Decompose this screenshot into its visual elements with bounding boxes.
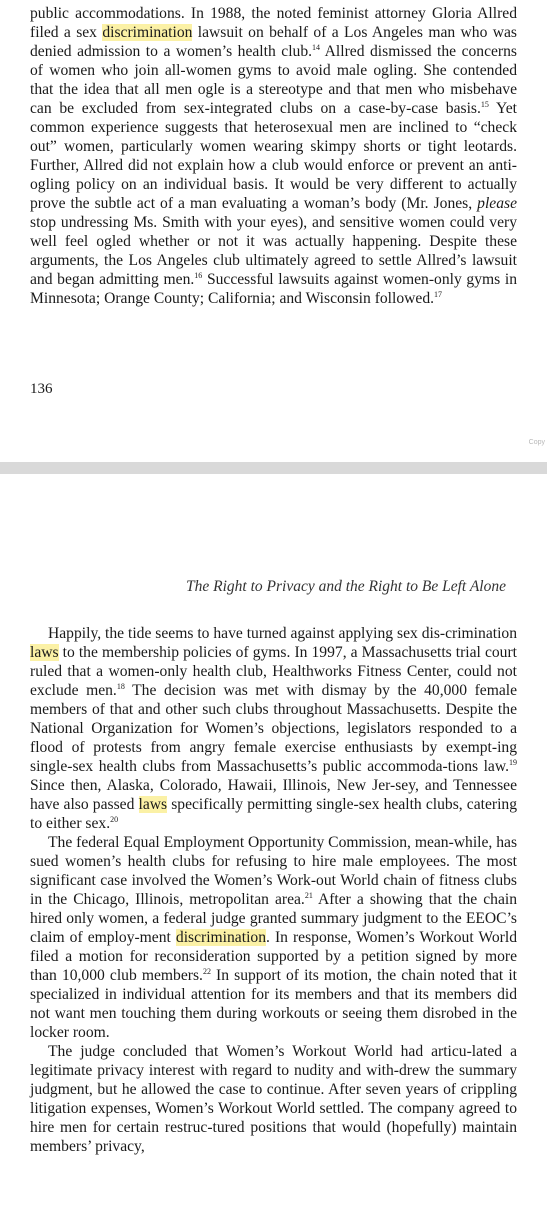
- text-column: [30, 4, 517, 308]
- footnote-ref[interactable]: 16: [194, 271, 203, 280]
- footnote-ref[interactable]: 18: [116, 682, 125, 691]
- page-number: 136: [30, 381, 53, 397]
- running-head: The Right to Privacy and the Right to Be Left Alone: [186, 578, 506, 595]
- page-bottom: [0, 474, 547, 1219]
- search-highlight[interactable]: laws: [30, 644, 59, 661]
- search-highlight[interactable]: discrimination: [175, 929, 266, 946]
- copy-label[interactable]: Copy: [528, 439, 545, 446]
- footnote-ref[interactable]: 21: [304, 891, 313, 900]
- footnote-ref[interactable]: 17: [434, 290, 443, 299]
- body-paragraph: public accommodations. In 1988, the noted feminist attorney Gloria Allred filed a sex discrimination lawsuit on behalf of a Los Angeles man who was denied admission to a women’s health club.$^{14}$ Allred dismissed the concerns of women who join all-women gyms to avoid male ogling. She contended that the idea that all men ogle is a stereotype and that men who misbehave can be excluded from sex-integrated clubs on a case-by-case basis.$^{15}$ Yet common experience suggests that heterosexual men are inclined to “check out” women, particularly women wearing skimpy shorts or tight leotards. Further, Allred did not explain how a club would enforce or prevent an anti-ogling policy on an individual basis. It would be very different to actually prove the subtle act of a man evaluating a woman’s body (Mr. Jones, please stop undressing Ms. Smith with your eyes), and sensitive women could very well feel ogled whether or not it was actually happening. Despite these arguments, the Los Angeles club ultimately agreed to settle Allred’s lawsuit and began admitting men.$^{16}$ Successful lawsuits against women-only gyms in Minnesota; Orange County; California; and Wisconsin followed.$^{17}$: [30, 5, 518, 307]
- page-top: [0, 0, 547, 462]
- search-highlight[interactable]: laws: [138, 796, 168, 813]
- footnote-ref[interactable]: 14: [312, 43, 321, 52]
- search-highlight[interactable]: discrimination: [102, 24, 193, 41]
- body-paragraph: The judge concluded that Women’s Workout World had articu-lated a legitimate privacy interest with regard to nudity and with-drew the summary judgment, but he allowed the case to continue. After seven years of crippling litigation expenses, Women’s Workout World settled. The company agreed to hire men for certain restruc-tured positions that would (hopefully) maintain members’ privacy,: [30, 1043, 517, 1155]
- text-column: [30, 624, 517, 1156]
- footnote-ref[interactable]: 20: [110, 815, 119, 824]
- footnote-ref[interactable]: 22: [202, 967, 211, 976]
- footnote-ref[interactable]: 15: [480, 100, 489, 109]
- body-paragraph: The federal Equal Employment Opportunity Commission, mean-while, has sued women’s health clubs for refusing to hire male employees. The most significant case involved the Women’s Work-out World chain of fitness clubs in the Chicago, Illinois, metropolitan area.$^{21}$ After a showing that the chain hired only women, a federal judge granted summary judgment to the EEOC’s claim of employ-ment discrimination. In response, Women’s Workout World filed a motion for reconsideration supported by a petition signed by more than 10,000 club members.$^{22}$ In support of its motion, the chain noted that it specialized in individual attention for its members and that its members did not want men touching them during workouts or seeing them disrobed in the locker room.: [30, 834, 518, 1041]
- body-paragraph: Happily, the tide seems to have turned against applying sex dis-crimination laws to the membership policies of gyms. In 1997, a Massachusetts trial court ruled that a women-only health club, Healthworks Fitness Center, could not exclude men.$^{18}$ The decision was met with dismay by the 40,000 female members of that and other such clubs throughout Massachusetts. Despite the National Organization for Women’s objections, legislators responded to a flood of protests from angry female exercise enthusiasts by exempt-ing single-sex health clubs from Massachusetts’s public accommoda-tions law.$^{19}$ Since then, Alaska, Colorado, Hawaii, Illinois, New Jer-sey, and Tennessee have also passed laws specifically permitting single-sex health clubs, catering to either sex.$^{20}$: [30, 625, 517, 832]
- footnote-ref[interactable]: 19: [509, 758, 517, 767]
- page-divider: [0, 462, 547, 474]
